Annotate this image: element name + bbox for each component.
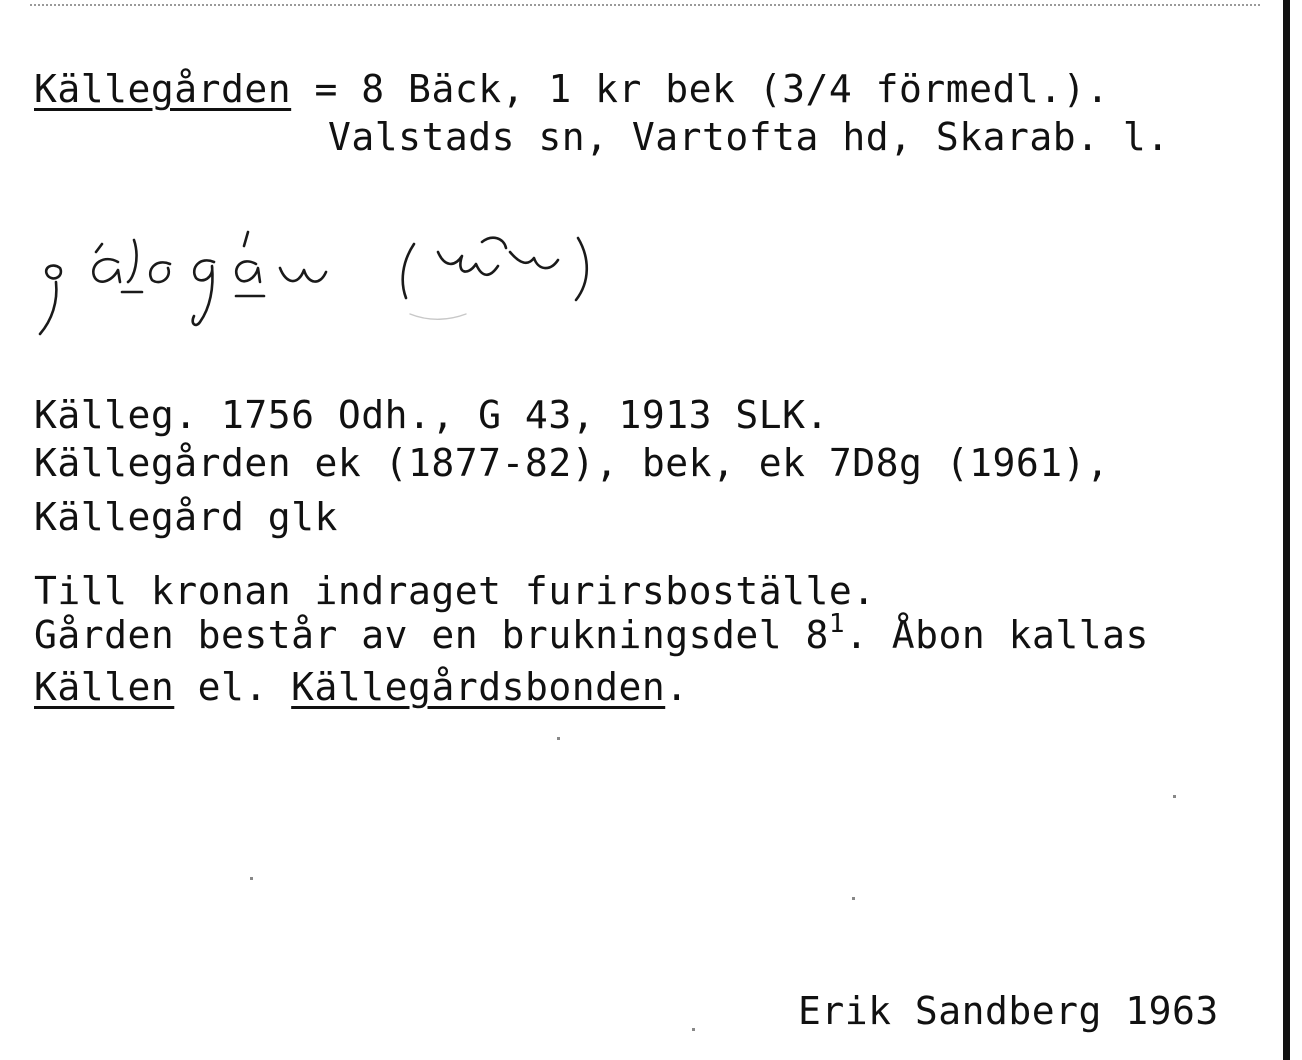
paper-speck [692, 1028, 695, 1031]
heading-line-2: Valstads sn, Vartofta hd, Skarab. l. [328, 115, 1170, 159]
note-superscript: 1 [828, 609, 846, 639]
form-line-3: Källegård glk [34, 495, 338, 539]
form-line-2: Källegården ek (1877-82), bek, ek 7D8g (1961), [34, 441, 1110, 485]
paper-speck [557, 737, 560, 740]
paper-speck [852, 897, 855, 900]
paper-speck [250, 877, 253, 880]
name-kallegardsbonden: Källegårdsbonden [291, 665, 666, 709]
heading-line-1 [34, 66, 1109, 112]
note-line-3-end: . [665, 665, 689, 709]
headword: Källegården [34, 67, 292, 111]
card-right-edge [1283, 0, 1290, 1060]
handwriting-drawing [30, 212, 620, 352]
name-kallen: Källen [34, 665, 175, 709]
note-line-2-end: . Åbon kallas [845, 613, 1149, 657]
name-connector: el. [174, 665, 292, 709]
note-line-3 [34, 664, 689, 710]
form-line-1: Källeg. 1756 Odh., G 43, 1913 SLK. [34, 393, 829, 437]
note-line-2 [34, 609, 1149, 658]
heading-line-1-rest: = 8 Bäck, 1 kr bek (3/4 förmedl.). [291, 67, 1110, 111]
note-line-1: Till kronan indraget furirsboställe. [34, 569, 876, 613]
note-line-2-text: Gården består av en brukningsdel 8 [34, 613, 829, 657]
signature: Erik Sandberg 1963 [798, 989, 1219, 1033]
card-top-edge [30, 4, 1260, 6]
handwritten-pronunciation [30, 212, 620, 352]
paper-speck [1173, 795, 1176, 798]
